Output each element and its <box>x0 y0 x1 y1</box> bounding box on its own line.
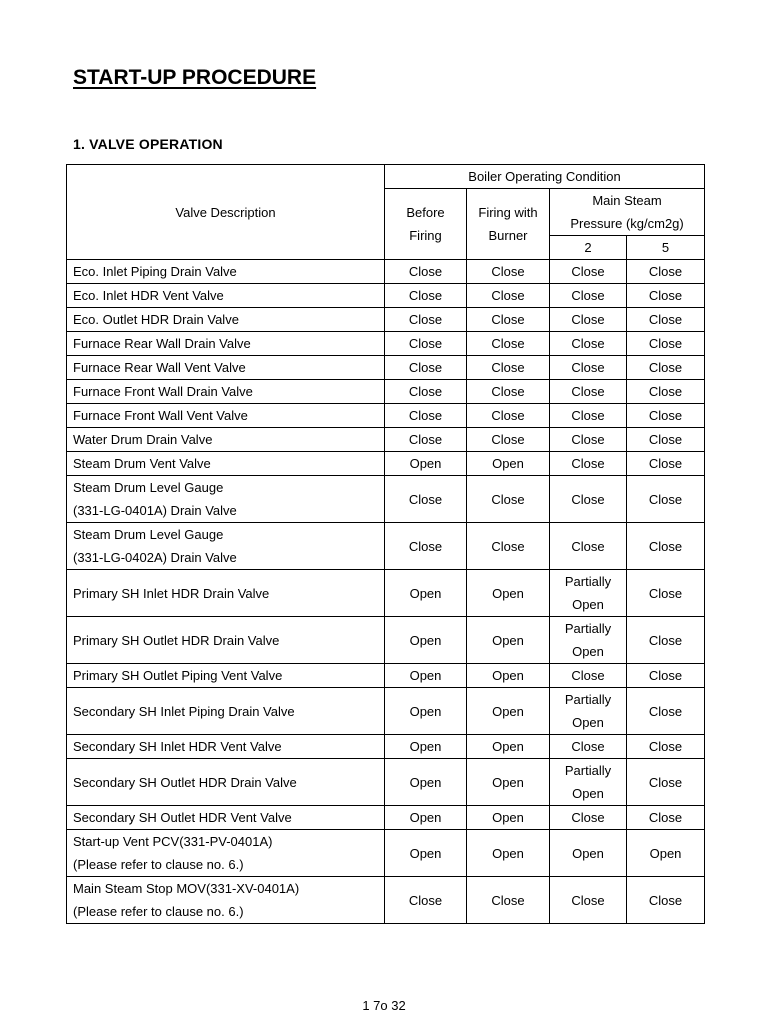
table-row <box>67 617 705 664</box>
pressure-2-cell: Close <box>550 877 627 924</box>
valve-description-cell: Primary SH Outlet Piping Vent Valve <box>67 664 385 688</box>
header-row-1 <box>67 165 705 189</box>
pressure-5-cell: Close <box>627 260 705 284</box>
table-row <box>67 404 705 428</box>
before-firing-cell: Open <box>385 688 467 735</box>
valve-description-cell: Start-up Vent PCV(331-PV-0401A) (Please refer to clause no. 6.) <box>67 830 385 877</box>
pressure-5-cell: Close <box>627 380 705 404</box>
firing-with-burner-cell: Open <box>467 806 550 830</box>
before-firing-cell: Close <box>385 356 467 380</box>
pressure-2-cell: Close <box>550 332 627 356</box>
table-row <box>67 284 705 308</box>
before-firing-cell: Close <box>385 877 467 924</box>
pressure-2-cell: Partially Open <box>550 570 627 617</box>
before-firing-cell: Close <box>385 260 467 284</box>
valve-description-cell: Primary SH Inlet HDR Drain Valve <box>67 570 385 617</box>
table-row <box>67 452 705 476</box>
pressure-5-cell: Close <box>627 806 705 830</box>
header-pressure-2: 2 <box>550 236 627 260</box>
header-main-steam-pressure: Main Steam Pressure (kg/cm2g) <box>550 189 705 236</box>
pressure-2-cell: Close <box>550 806 627 830</box>
firing-with-burner-cell: Close <box>467 877 550 924</box>
before-firing-cell: Close <box>385 284 467 308</box>
valve-description-cell: Primary SH Outlet HDR Drain Valve <box>67 617 385 664</box>
pressure-5-cell: Close <box>627 452 705 476</box>
header-pressure-5: 5 <box>627 236 705 260</box>
pressure-2-cell: Partially Open <box>550 759 627 806</box>
valve-description-cell: Secondary SH Outlet HDR Drain Valve <box>67 759 385 806</box>
pressure-2-cell: Close <box>550 523 627 570</box>
table-row <box>67 806 705 830</box>
firing-with-burner-cell: Close <box>467 476 550 523</box>
pressure-2-cell: Close <box>550 356 627 380</box>
table-row <box>67 664 705 688</box>
valve-description-cell: Furnace Rear Wall Drain Valve <box>67 332 385 356</box>
firing-with-burner-cell: Open <box>467 452 550 476</box>
table-row <box>67 308 705 332</box>
table-row <box>67 332 705 356</box>
header-before-firing: Before Firing <box>385 189 467 260</box>
header-valve-description: Valve Description <box>67 165 385 260</box>
valve-rows <box>67 260 705 924</box>
table-row <box>67 428 705 452</box>
firing-with-burner-cell: Close <box>467 356 550 380</box>
valve-description-cell: Eco. Inlet HDR Vent Valve <box>67 284 385 308</box>
firing-with-burner-cell: Open <box>467 617 550 664</box>
firing-with-burner-cell: Open <box>467 570 550 617</box>
firing-with-burner-cell: Close <box>467 332 550 356</box>
pressure-2-cell: Close <box>550 284 627 308</box>
before-firing-cell: Close <box>385 428 467 452</box>
table-row <box>67 759 705 806</box>
valve-description-cell: Eco. Outlet HDR Drain Valve <box>67 308 385 332</box>
before-firing-cell: Close <box>385 332 467 356</box>
table-row <box>67 877 705 924</box>
firing-with-burner-cell: Open <box>467 688 550 735</box>
table-row <box>67 735 705 759</box>
pressure-2-cell: Close <box>550 735 627 759</box>
pressure-2-cell: Partially Open <box>550 617 627 664</box>
firing-with-burner-cell: Close <box>467 308 550 332</box>
before-firing-cell: Open <box>385 830 467 877</box>
table-row <box>67 688 705 735</box>
before-firing-cell: Close <box>385 404 467 428</box>
pressure-5-cell: Close <box>627 284 705 308</box>
table-row <box>67 476 705 523</box>
table-row <box>67 570 705 617</box>
pressure-5-cell: Close <box>627 877 705 924</box>
valve-description-cell: Secondary SH Inlet HDR Vent Valve <box>67 735 385 759</box>
header-boiler-condition: Boiler Operating Condition <box>385 165 705 189</box>
pressure-2-cell: Close <box>550 428 627 452</box>
firing-with-burner-cell: Close <box>467 404 550 428</box>
pressure-2-cell: Close <box>550 308 627 332</box>
before-firing-cell: Open <box>385 735 467 759</box>
before-firing-cell: Open <box>385 664 467 688</box>
pressure-5-cell: Close <box>627 356 705 380</box>
valve-description-cell: Steam Drum Level Gauge (331-LG-0401A) Drain Valve <box>67 476 385 523</box>
firing-with-burner-cell: Close <box>467 284 550 308</box>
page-number: 1 7o 32 <box>362 998 406 1013</box>
pressure-2-cell: Close <box>550 380 627 404</box>
before-firing-cell: Open <box>385 452 467 476</box>
pressure-2-cell: Open <box>550 830 627 877</box>
before-firing-cell: Close <box>385 476 467 523</box>
valve-description-cell: Water Drum Drain Valve <box>67 428 385 452</box>
pressure-5-cell: Close <box>627 476 705 523</box>
table-row <box>67 260 705 284</box>
valve-description-cell: Eco. Inlet Piping Drain Valve <box>67 260 385 284</box>
valve-description-cell: Furnace Front Wall Drain Valve <box>67 380 385 404</box>
firing-with-burner-cell: Open <box>467 664 550 688</box>
pressure-5-cell: Close <box>627 617 705 664</box>
before-firing-cell: Close <box>385 380 467 404</box>
before-firing-cell: Close <box>385 523 467 570</box>
pressure-5-cell: Close <box>627 523 705 570</box>
table-row <box>67 380 705 404</box>
section-heading: 1. VALVE OPERATION <box>73 136 223 152</box>
valve-description-cell: Furnace Rear Wall Vent Valve <box>67 356 385 380</box>
before-firing-cell: Open <box>385 759 467 806</box>
pressure-2-cell: Close <box>550 260 627 284</box>
pressure-5-cell: Close <box>627 759 705 806</box>
valve-operation-table <box>66 164 705 924</box>
pressure-2-cell: Partially Open <box>550 688 627 735</box>
pressure-2-cell: Close <box>550 404 627 428</box>
firing-with-burner-cell: Close <box>467 260 550 284</box>
pressure-5-cell: Close <box>627 308 705 332</box>
pressure-5-cell: Close <box>627 570 705 617</box>
pressure-5-cell: Close <box>627 428 705 452</box>
before-firing-cell: Open <box>385 570 467 617</box>
pressure-2-cell: Close <box>550 476 627 523</box>
firing-with-burner-cell: Close <box>467 523 550 570</box>
valve-description-cell: Steam Drum Vent Valve <box>67 452 385 476</box>
firing-with-burner-cell: Open <box>467 830 550 877</box>
valve-description-cell: Secondary SH Inlet Piping Drain Valve <box>67 688 385 735</box>
before-firing-cell: Open <box>385 806 467 830</box>
pressure-5-cell: Close <box>627 664 705 688</box>
valve-description-cell: Furnace Front Wall Vent Valve <box>67 404 385 428</box>
valve-description-cell: Secondary SH Outlet HDR Vent Valve <box>67 806 385 830</box>
pressure-5-cell: Close <box>627 404 705 428</box>
table-row <box>67 830 705 877</box>
pressure-2-cell: Close <box>550 452 627 476</box>
firing-with-burner-cell: Open <box>467 759 550 806</box>
pressure-2-cell: Close <box>550 664 627 688</box>
table-row <box>67 356 705 380</box>
firing-with-burner-cell: Open <box>467 735 550 759</box>
page-title: START-UP PROCEDURE <box>73 66 317 89</box>
table-row <box>67 523 705 570</box>
pressure-5-cell: Close <box>627 688 705 735</box>
valve-description-cell: Steam Drum Level Gauge (331-LG-0402A) Drain Valve <box>67 523 385 570</box>
pressure-5-cell: Open <box>627 830 705 877</box>
valve-description-cell: Main Steam Stop MOV(331-XV-0401A) (Please refer to clause no. 6.) <box>67 877 385 924</box>
pressure-5-cell: Close <box>627 735 705 759</box>
pressure-5-cell: Close <box>627 332 705 356</box>
firing-with-burner-cell: Close <box>467 380 550 404</box>
header-firing-with-burner: Firing with Burner <box>467 189 550 260</box>
before-firing-cell: Open <box>385 617 467 664</box>
firing-with-burner-cell: Close <box>467 428 550 452</box>
before-firing-cell: Close <box>385 308 467 332</box>
